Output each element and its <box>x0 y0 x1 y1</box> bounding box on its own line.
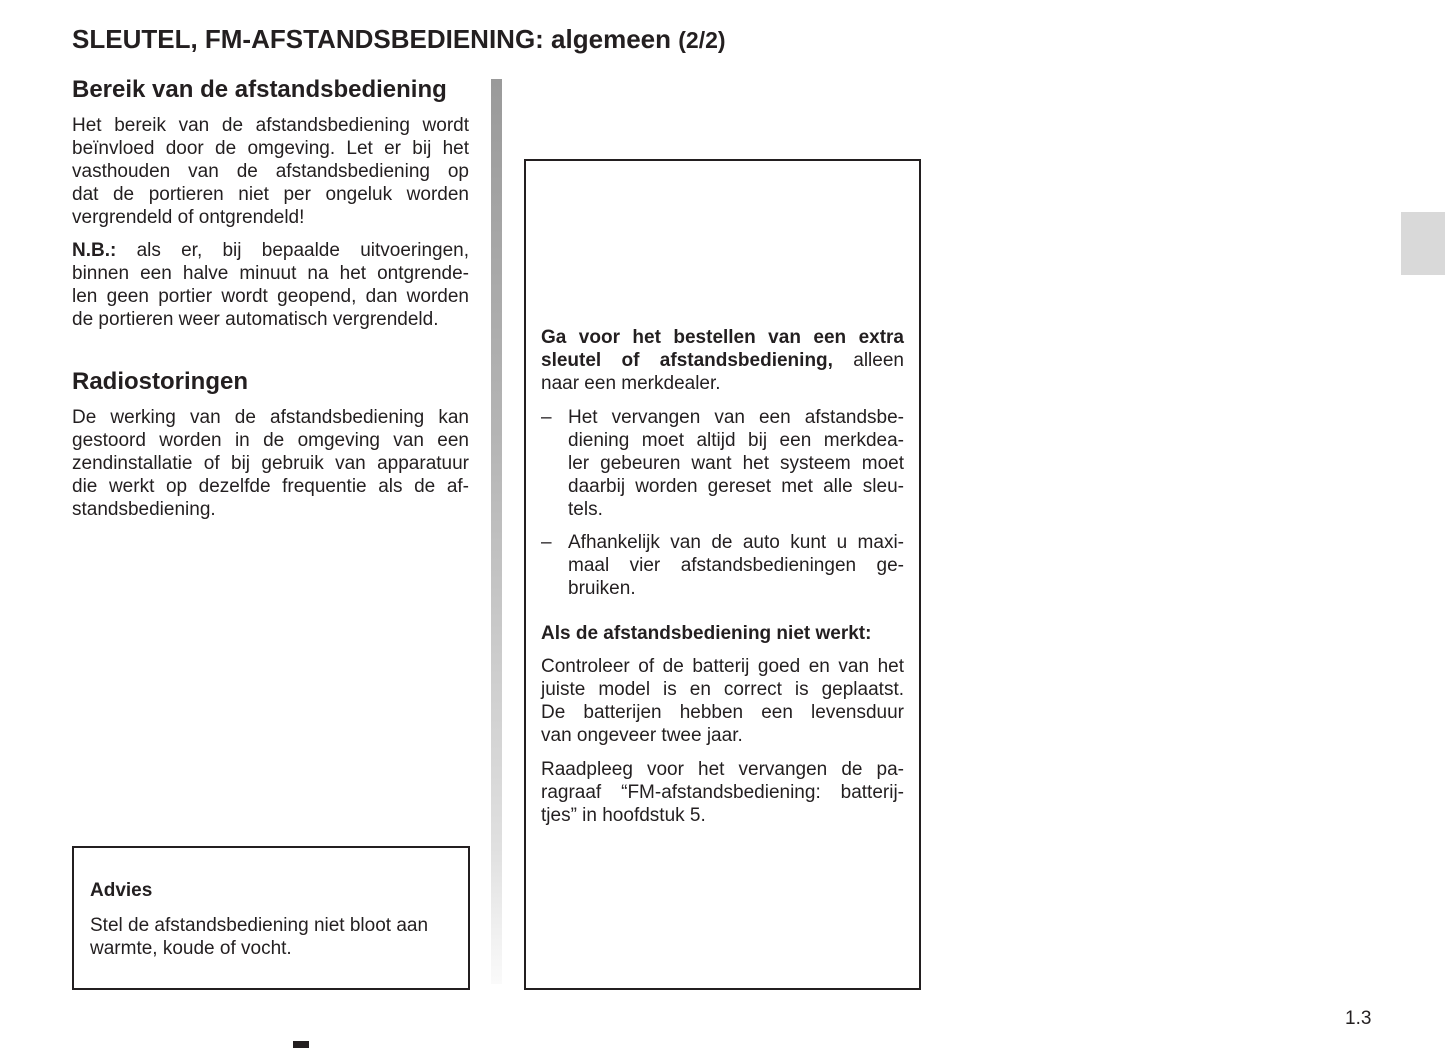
paragraph-line: Afhankelijk van de auto kunt u maxi- <box>568 532 904 553</box>
paragraph-line: Raadpleeg voor het vervangen de pa- <box>541 759 904 780</box>
range-paragraph-1 <box>72 114 469 229</box>
line-text: alleen <box>832 350 904 371</box>
paragraph-line: De werking van de afstandsbediening kan <box>72 407 469 428</box>
line-text: als er, bij bepaalde uitvoeringen, <box>116 240 469 261</box>
paragraph-line: dat de portieren niet per ongeluk worden <box>72 184 469 205</box>
info-box <box>524 159 921 990</box>
battery-paragraph <box>541 655 904 747</box>
bullet-dash: – <box>541 532 552 553</box>
paragraph-line: Het bereik van de afstandsbediening wordt <box>72 115 469 136</box>
order-paragraph <box>541 326 904 395</box>
page-title <box>72 24 726 55</box>
paragraph-line: juiste model is en correct is geplaatst. <box>541 679 904 700</box>
range-heading: Bereik van de afstandsbediening <box>72 76 447 103</box>
paragraph-line: Stel de afstandsbediening niet bloot aan <box>90 915 429 936</box>
paragraph-line: zendinstallatie of bij gebruik van apparatuur <box>72 453 469 474</box>
paragraph-line: die werkt op dezelfde frequentie als de af- <box>72 476 469 497</box>
paragraph-line: daarbij worden gereset met alle sleu- <box>568 476 904 497</box>
range-paragraph-2 <box>72 239 469 331</box>
paragraph-line: ragraaf “FM-afstandsbediening: batterij- <box>541 782 904 803</box>
not-working-heading: Als de afstandsbediening niet werkt: <box>541 623 872 644</box>
title-main: SLEUTEL, FM-AFSTANDSBEDIENING: algemeen <box>72 24 672 54</box>
paragraph-line: Ga voor het bestellen van een extra <box>541 327 904 348</box>
paragraph-line <box>72 239 469 262</box>
title-part: (2/2) <box>678 27 726 53</box>
bullet-text <box>568 406 904 521</box>
paragraph-line: beïnvloed door de omgeving. Let er bij het <box>72 138 469 159</box>
consult-paragraph <box>541 758 904 827</box>
bullet-item <box>541 406 904 521</box>
paragraph-line <box>541 349 904 372</box>
paragraph-line: vasthouden van de afstandsbediening op <box>72 161 469 182</box>
paragraph-line: gestoord worden in de omgeving van een <box>72 430 469 451</box>
paragraph-line: ler gebeuren want het systeem moet <box>568 453 904 474</box>
paragraph-line: De batterijen hebben een levensduur <box>541 702 904 723</box>
paragraph-line: Controleer of de batterij goed en van het <box>541 656 904 677</box>
paragraph-line: warmte, koude of vocht. <box>90 938 292 959</box>
paragraph-line: Het vervangen van een afstandsbe- <box>568 407 904 428</box>
paragraph-line: vergrendeld of ontgrendeld! <box>72 207 305 228</box>
page-number: 1.3 <box>1345 1008 1372 1029</box>
radio-heading: Radiostoringen <box>72 368 249 395</box>
chapter-tab <box>1401 212 1445 275</box>
radio-paragraph <box>72 406 469 521</box>
paragraph-line: van ongeveer twee jaar. <box>541 725 743 746</box>
advice-box <box>72 846 470 990</box>
paragraph-line: de portieren weer automatisch vergrendeld. <box>72 309 439 330</box>
advice-heading: Advies <box>90 880 153 901</box>
nb-label: N.B.: <box>72 240 117 261</box>
paragraph-line: diening moet altijd bij een merkdea- <box>568 430 904 451</box>
column-divider-bar <box>491 79 502 984</box>
paragraph-line: tjes” in hoofdstuk 5. <box>541 805 706 826</box>
line-text: sleutel of afstandsbediening, <box>541 350 833 371</box>
paragraph-line: tels. <box>568 499 603 520</box>
paragraph-line: maal vier afstandsbedieningen ge- <box>568 555 904 576</box>
paragraph-line: standsbediening. <box>72 499 216 520</box>
bullet-item <box>541 531 904 600</box>
paragraph-line: naar een merkdealer. <box>541 373 721 394</box>
paragraph-line: bruiken. <box>568 578 636 599</box>
paragraph-line: binnen een halve minuut na het ontgrende- <box>72 263 469 284</box>
advice-text <box>90 914 428 960</box>
crop-mark <box>293 1041 309 1048</box>
paragraph-line: len geen portier wordt geopend, dan worden <box>72 286 469 307</box>
range-p2-rest <box>72 262 469 331</box>
bullet-dash: – <box>541 407 552 428</box>
bullet-text <box>568 531 904 600</box>
